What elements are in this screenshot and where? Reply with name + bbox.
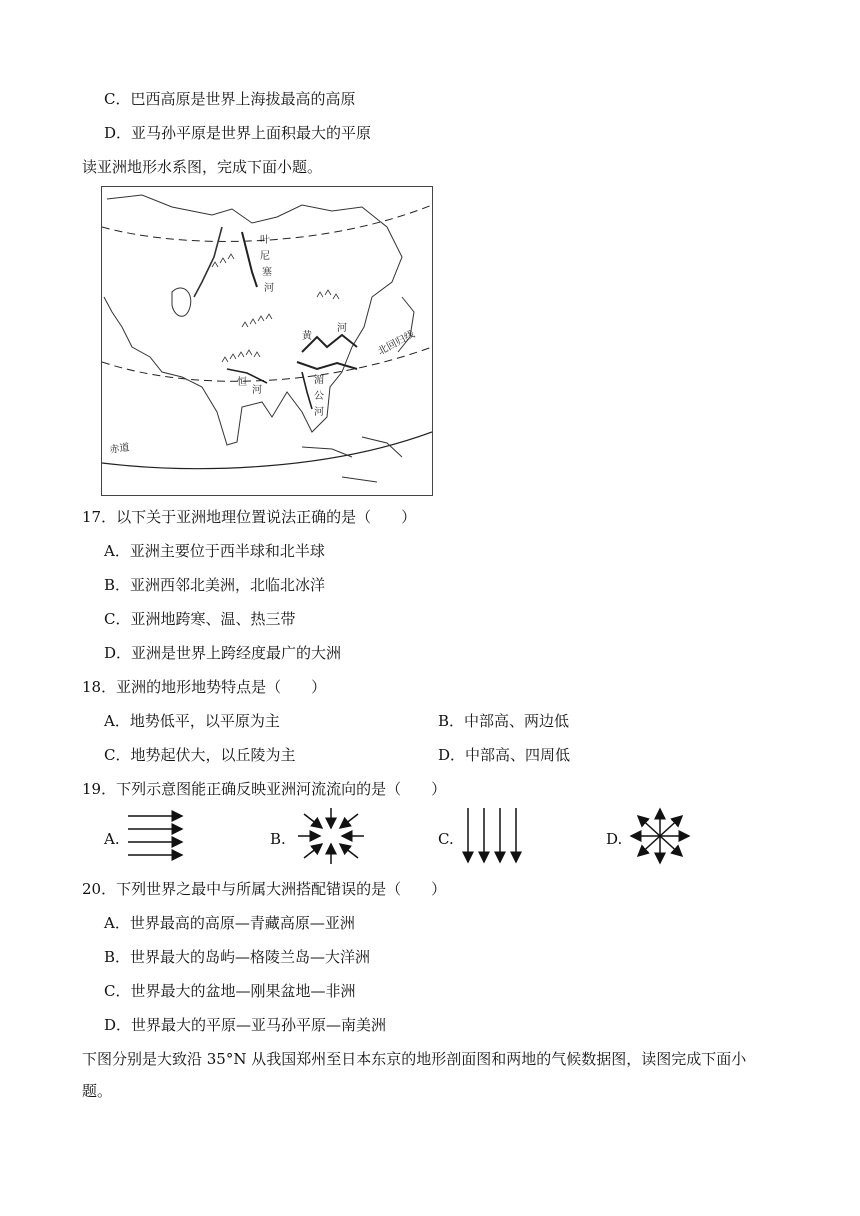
profile-intro-line1: 下图分别是大致沿 35°N 从我国郑州至日本东京的地形剖面图和两地的气候数据图，读图完成下面小 [82,1050,747,1068]
coastline-islands [302,437,402,482]
map-intro: 读亚洲地形水系图，完成下面小题。 [82,158,323,176]
label-mekong-1: 湄 [314,375,324,386]
q19-option-d-label: D. [606,830,623,848]
q18-option-c: C．地势起伏大，以丘陵为主 [104,746,296,764]
q17-option-b: B．亚洲西邻北美洲，北临北冰洋 [104,576,326,594]
q17-option-d: D．亚洲是世界上跨经度最广的大洲 [104,644,342,662]
q17-stem: 17．以下关于亚洲地理位置说法正确的是（ ） [82,508,417,526]
converging-arrows-icon [298,808,364,864]
option-d-prev: D．亚马孙平原是世界上面积最大的平原 [104,124,372,142]
label-ganges-2: 河 [252,385,262,396]
q19-option-d-diagram [628,806,692,866]
label-ganges-1: 恒 [237,377,247,388]
parallel-down-arrows-icon [468,808,516,862]
coastline [104,195,402,445]
label-yenisei-2: 尼 [260,251,270,262]
q17-option-a: A．亚洲主要位于西半球和北半球 [104,542,325,560]
asia-topography-map [101,186,433,496]
q19-option-b-label: B. [270,830,286,848]
label-yenisei-3: 塞 [262,267,272,278]
equator-line [102,432,432,469]
q20-option-b: B．世界最大的岛屿—格陵兰岛—大洋洲 [104,948,371,966]
label-mekong-2: 公 [314,391,324,402]
q18-option-a: A．地势低平，以平原为主 [104,712,280,730]
label-yenisei-4: 河 [264,283,274,294]
mountain-symbols [212,254,339,362]
profile-intro-line2: 题。 [82,1082,113,1100]
mekong-river [302,372,312,409]
q19-option-c-label: C. [438,830,454,848]
label-yellow-2: 河 [337,323,347,334]
q20-option-d: D．世界最大的平原—亚马孙平原—南美洲 [104,1016,387,1034]
q20-stem: 20．下列世界之最中与所属大洲搭配错误的是（ ） [82,880,447,898]
q18-option-d: D．中部高、四周低 [438,746,571,764]
label-mekong-3: 河 [314,407,324,418]
q19-option-a-diagram [126,806,186,866]
label-equator: 赤道 [108,442,131,456]
label-tropic: 北回归线 [376,329,417,358]
q20-option-c: C．世界最大的盆地—刚果盆地—非洲 [104,982,356,1000]
q17-option-c: C．亚洲地跨寒、温、热三带 [104,610,296,628]
option-c-prev: C．巴西高原是世界上海拔最高的高原 [104,90,356,108]
ural-line [194,227,222,297]
q19-option-b-diagram [296,806,366,866]
q19-stem: 19．下列示意图能正确反映亚洲河流流向的是（ ） [82,780,447,798]
parallel-right-arrows-icon [128,816,182,855]
yenisei-river [242,232,257,287]
radiating-arrows-icon [631,809,689,863]
q18-stem: 18．亚洲的地形地势特点是（ ） [82,678,327,696]
q19-option-a-label: A. [104,830,120,848]
q19-option-c-diagram [460,806,524,866]
label-yellow-1: 黄 [302,331,312,342]
yangtze-river [297,362,357,369]
q20-option-a: A．世界最高的高原—青藏高原—亚洲 [104,914,355,932]
caspian-sea [172,288,191,316]
q18-option-b: B．中部高、两边低 [438,712,570,730]
label-yenisei-1: 叶 [260,235,270,246]
